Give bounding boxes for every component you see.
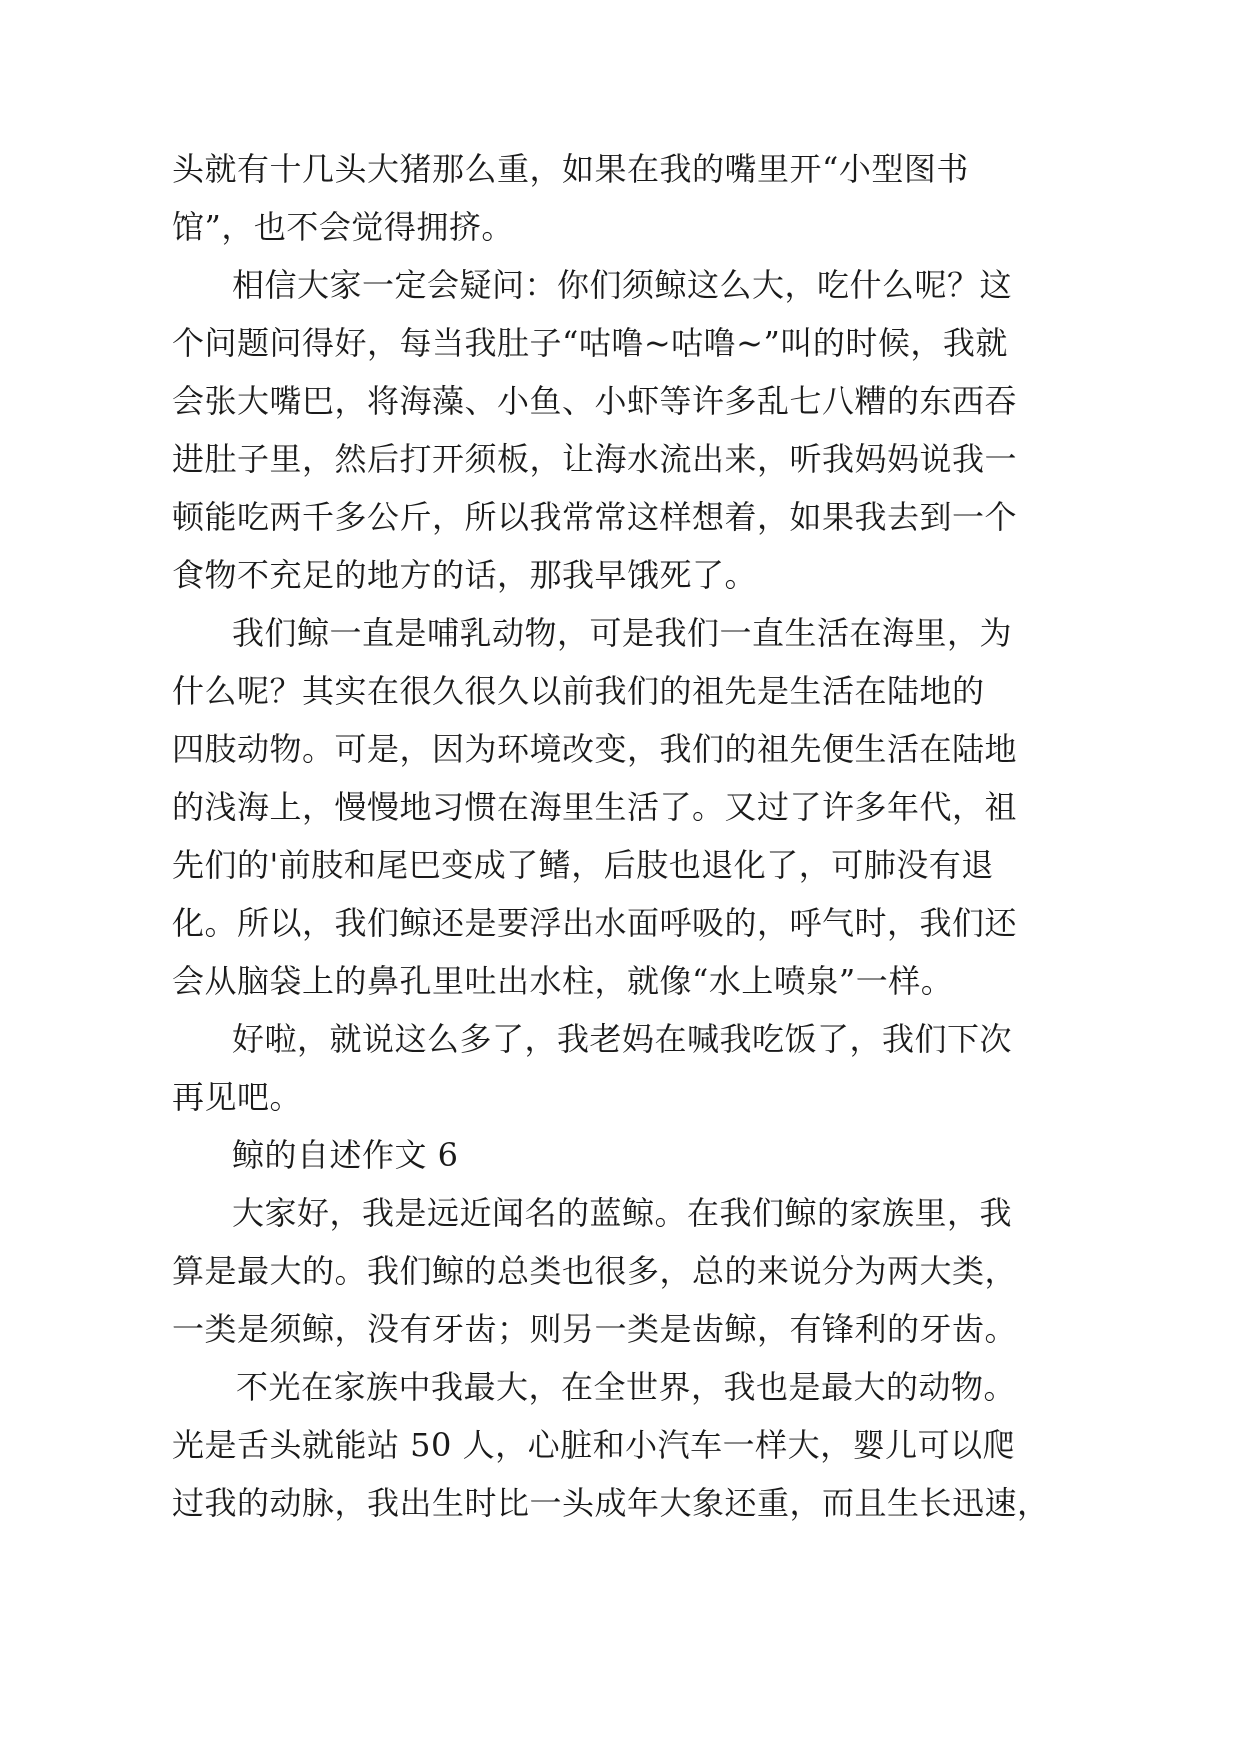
text-line: 光是舌头就能站 50 人，心脏和小汽车一样大，婴儿可以爬 [172,1426,1016,1464]
text-line: 头就有十几头大猪那么重，如果在我的嘴里开“小型图书 [172,150,969,188]
text-line: 什么呢？其实在很久很久以前我们的祖先是生活在陆地的 [172,672,985,710]
text-line: 算是最大的。我们鲸的总类也很多，总的来说分为两大类， [172,1252,1018,1290]
text-line: 化。所以，我们鲸还是要浮出水面呼吸的，呼气时，我们还 [172,904,1018,942]
text-line: 不光在家族中我最大，在全世界，我也是最大的动物。 [236,1368,1017,1406]
text-line: 会张大嘴巴，将海藻、小鱼、小虾等许多乱七八糟的东西吞 [172,382,1018,420]
text-line: 相信大家一定会疑问：你们须鲸这么大，吃什么呢？这 [232,266,1013,304]
section-heading: 鲸的自述作文 6 [232,1136,459,1174]
text-line: 再见吧。 [172,1078,303,1116]
text-line: 大家好，我是远近闻名的蓝鲸。在我们鲸的家族里，我 [232,1194,1013,1232]
text-line: 好啦，就说这么多了，我老妈在喊我吃饭了，我们下次 [232,1020,1013,1058]
text-line: 过我的动脉，我出生时比一头成年大象还重，而且生长迅速， [172,1484,1050,1522]
text-line: 食物不充足的地方的话，那我早饿死了。 [172,556,758,594]
text-line: 先们的'前肢和尾巴变成了鳍，后肢也退化了，可肺没有退 [172,846,994,884]
text-line: 进肚子里，然后打开须板，让海水流出来，听我妈妈说我一 [172,440,1018,478]
text-line: 个问题问得好，每当我肚子“咕噜~咕噜~”叫的时候，我就 [172,324,1008,362]
text-line: 馆”，也不会觉得拥挤。 [172,208,514,246]
text-line: 一类是须鲸，没有牙齿；则另一类是齿鲸，有锋利的牙齿。 [172,1310,1018,1348]
text-line: 的浅海上，慢慢地习惯在海里生活了。又过了许多年代，祖 [172,788,1018,826]
text-line: 顿能吃两千多公斤，所以我常常这样想着，如果我去到一个 [172,498,1018,536]
text-line: 我们鲸一直是哺乳动物，可是我们一直生活在海里，为 [232,614,1013,652]
text-line: 会从脑袋上的鼻孔里吐出水柱，就像“水上喷泉”一样。 [172,962,954,1000]
text-line: 四肢动物。可是，因为环境改变，我们的祖先便生活在陆地 [172,730,1018,768]
